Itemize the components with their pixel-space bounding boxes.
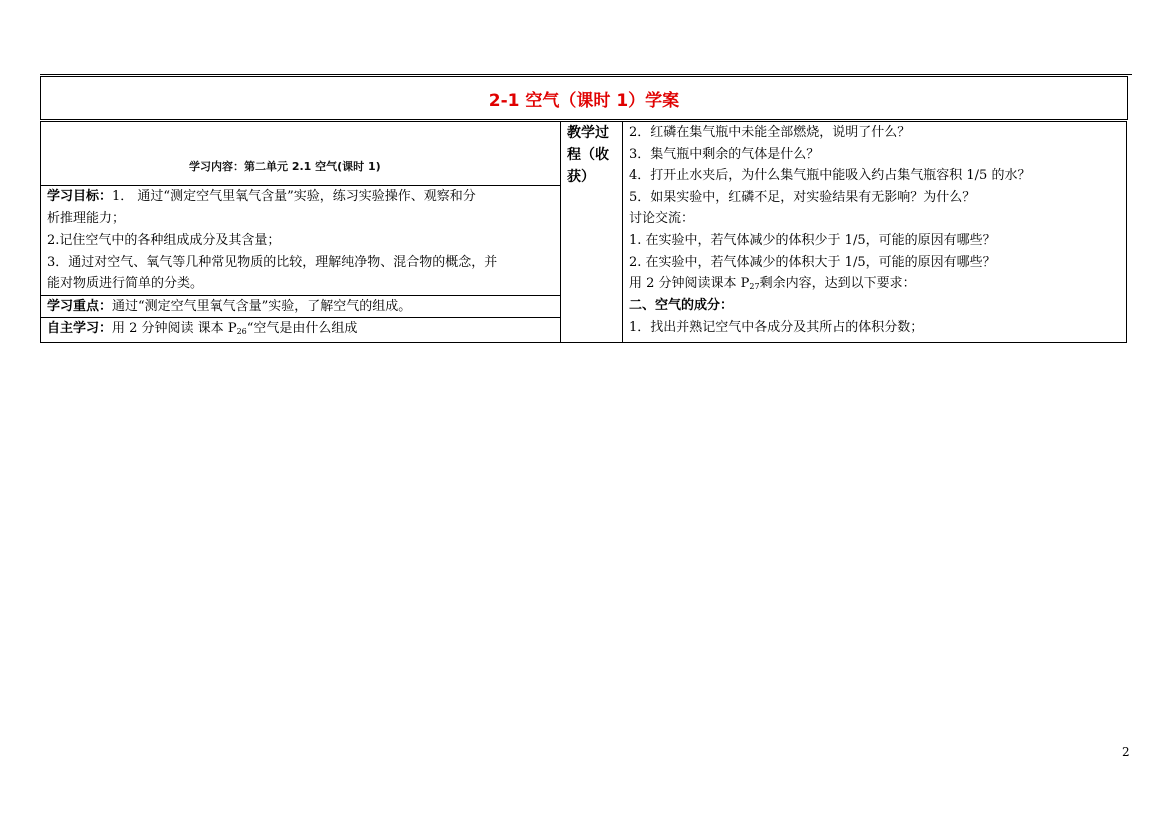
- question-4: 4．打开止水夹后，为什么集气瓶中能吸入约占集气瓶容积 1/5 的水？: [629, 168, 1031, 183]
- discussion-label: 讨论交流：: [629, 211, 695, 226]
- focus-text: 通过“测定空气里氧气含量”实验，了解空气的组成。: [112, 299, 412, 314]
- discussion-item-1: 1. 在实验中，若气体减少的体积少于 1/5，可能的原因有哪些？: [629, 233, 996, 248]
- reading-text-a: 用 2 分钟阅读课本 P: [629, 276, 750, 291]
- title-box: [40, 76, 1128, 120]
- learning-content-label: 学习内容：第二单元 2.1 空气(课时 1): [189, 160, 381, 173]
- lesson-table: [40, 121, 1127, 343]
- column-divider-2: [622, 122, 623, 342]
- process-label-1: 教学过: [567, 125, 609, 141]
- question-5: 5．如果实验中，红磷不足，对实验结果有无影响？为什么？: [629, 190, 976, 205]
- page-number: 2: [1122, 745, 1130, 759]
- goals-row-1: [47, 186, 476, 208]
- process-label-3: 获）: [567, 169, 595, 185]
- goals-text-1: 1． 通过“测定空气里氧气含量”实验，练习实验操作、观察和分: [112, 189, 476, 204]
- section-heading-composition: 二、空气的成分：: [629, 298, 734, 313]
- self-study-label: 自主学习：: [47, 321, 113, 336]
- goals-text-3: 2.记住空气中的各种组成成分及其含量；: [47, 233, 281, 248]
- reading-page-sub: 27: [749, 282, 760, 291]
- goals-text-4: 3．通过对空气、氧气等几种常见物质的比较，理解纯净物、混合物的概念，并: [47, 255, 498, 270]
- task-1: 1．找出并熟记空气中各成分及其所占的体积分数；: [629, 320, 924, 335]
- goals-label: 学习目标：: [47, 189, 113, 204]
- focus-row: [47, 296, 411, 318]
- goals-text-2: 析推理能力；: [47, 211, 126, 226]
- process-label-2: 程（收: [567, 147, 609, 163]
- question-3: 3．集气瓶中剩余的气体是什么？: [629, 147, 820, 162]
- focus-label: 学习重点：: [47, 299, 113, 314]
- self-study-text-a: 用 2 分钟阅读 课本 P: [112, 321, 237, 336]
- discussion-item-2: 2. 在实验中，若气体减少的体积大于 1/5，可能的原因有哪些？: [629, 255, 996, 270]
- top-rule: [40, 74, 1132, 75]
- self-study-page-sub: 26: [236, 327, 247, 336]
- page-title: 2-1 空气（课时 1）学案: [488, 90, 680, 111]
- column-divider-1: [560, 122, 561, 342]
- goals-text-5: 能对物质进行简单的分类。: [47, 276, 204, 291]
- question-2: 2．红磷在集气瓶中未能全部燃烧，说明了什么？: [629, 125, 911, 140]
- reading-text-b: 剩余内容，达到以下要求：: [759, 276, 916, 291]
- self-study-text-b: “空气是由什么组成: [246, 321, 358, 336]
- self-study-row: [47, 318, 357, 343]
